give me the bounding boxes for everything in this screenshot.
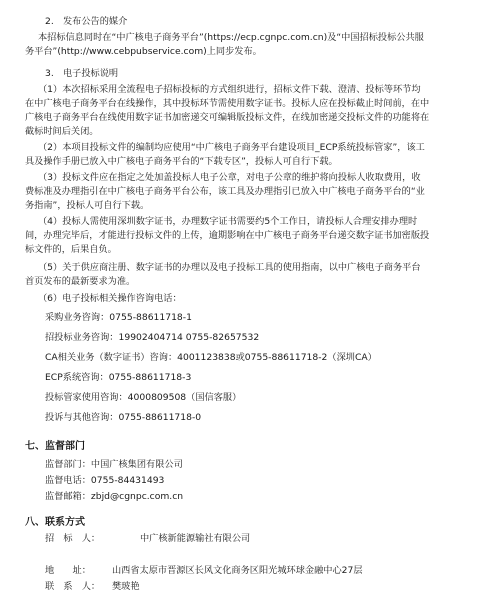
section-2-line-2: 务平台”(http://www.cebpubservice.com)上同步发布。 xyxy=(25,46,262,57)
section-7-heading: 七、监督部门 xyxy=(25,441,85,452)
paragraph-5-line: 首页发布的最新要求为准。 xyxy=(25,276,136,287)
paragraph-2-line: 具及操作手册已放入中广核电子商务平台的“下载专区”，投标人可自行下载。 xyxy=(25,156,338,167)
contact-line: ECP系统咨询：0755-88611718-3 xyxy=(45,372,192,383)
section-2-heading: 2. 发布公告的媒介 xyxy=(45,16,128,27)
paragraph-1-line: （1）本次招标采用全流程电子招标投标的方式组织进行，招标文件下载、澄清、投标等环节均 xyxy=(38,84,421,95)
paragraph-1-line: 在中广核电子商务平台在线操作，其中投标环节需使用数字证书。投标人应在投标截止时间前，在中 xyxy=(25,98,430,109)
paragraph-2-line: （2）本项目投标文件的编制均应使用“中广核电子商务平台建设项目_ECP系统投标管家”，该工 xyxy=(38,142,425,153)
contact-line: CA相关业务（数字证书）咨询：4001123838或0755-88611718-2（深圳CA） xyxy=(45,352,377,363)
contact-line: 采购业务咨询：0755-88611718-1 xyxy=(45,312,192,323)
contact-person-label: 联 系 人： xyxy=(45,581,101,592)
supervision-line: 监督部门：中国广核集团有限公司 xyxy=(45,459,183,470)
section-2-line-1: 本招标信息同时在“中广核电子商务平台”(https://ecp.cgnpc.com.cn)及“中国招标投标公共服 xyxy=(38,32,424,43)
paragraph-4-line: 标文件的，后果自负。 xyxy=(25,244,117,255)
paragraph-5-line: （5）关于供应商注册、数字证书的办理以及电子投标工具的使用指南，以中广核电子商务平台 xyxy=(38,262,421,273)
contact-line: 投标管家使用咨询：4000809508（国信客服） xyxy=(45,392,242,403)
address-label: 地 址： xyxy=(45,565,91,576)
paragraph-3-line: 费标准及办理指引在中广核电子商务平台公布，该工具及办理指引已放入中广核电子商务平台的“业 xyxy=(25,186,425,197)
contact-line: 招投标业务咨询：19902404714 0755-82657532 xyxy=(45,332,260,343)
contact-line: 投诉与其他咨询：0755-88611718-0 xyxy=(45,412,202,423)
paragraph-3-line: （3）投标文件应在指定之处加盖投标人电子公章，对电子公章的维护将向投标人收取费用，收 xyxy=(38,172,421,183)
supervision-line: 监督邮箱：zbjd@cgnpc.com.cn xyxy=(45,491,184,502)
paragraph-1-line: 广核电子商务平台在线使用数字证书加密递交可编辑版投标文件，在线加密递交投标文件的功能将在 xyxy=(25,112,430,123)
contact-person-value: 樊玻艳 xyxy=(112,581,140,592)
address-value: 山西省太原市晋源区长风文化商务区阳光城环球金融中心27层 xyxy=(112,565,363,576)
tenderer-value: 中广核新能源输社有限公司 xyxy=(140,533,251,544)
section-3-heading: 3. 电子投标说明 xyxy=(45,68,119,79)
paragraph-6-heading: （6）电子投标相关操作咨询电话： xyxy=(38,293,182,304)
paragraph-3-line: 务指南”，投标人可自行下载。 xyxy=(25,200,150,211)
section-8-heading: 八、联系方式 xyxy=(25,517,85,528)
tenderer-label: 招 标 人： xyxy=(45,533,101,544)
supervision-line: 监督电话：0755-84431493 xyxy=(45,475,165,486)
paragraph-4-line: 间，办理完毕后，才能进行投标文件的上传，逾期影响在中广核电子商务平台递交数字证书加密版投 xyxy=(25,230,430,241)
paragraph-4-line: （4）投标人需使用深圳数字证书，办理数字证书需要约5个工作日，请投标人合理安排办理时 xyxy=(38,216,418,227)
paragraph-1-line: 截标时间后关闭。 xyxy=(25,126,99,137)
